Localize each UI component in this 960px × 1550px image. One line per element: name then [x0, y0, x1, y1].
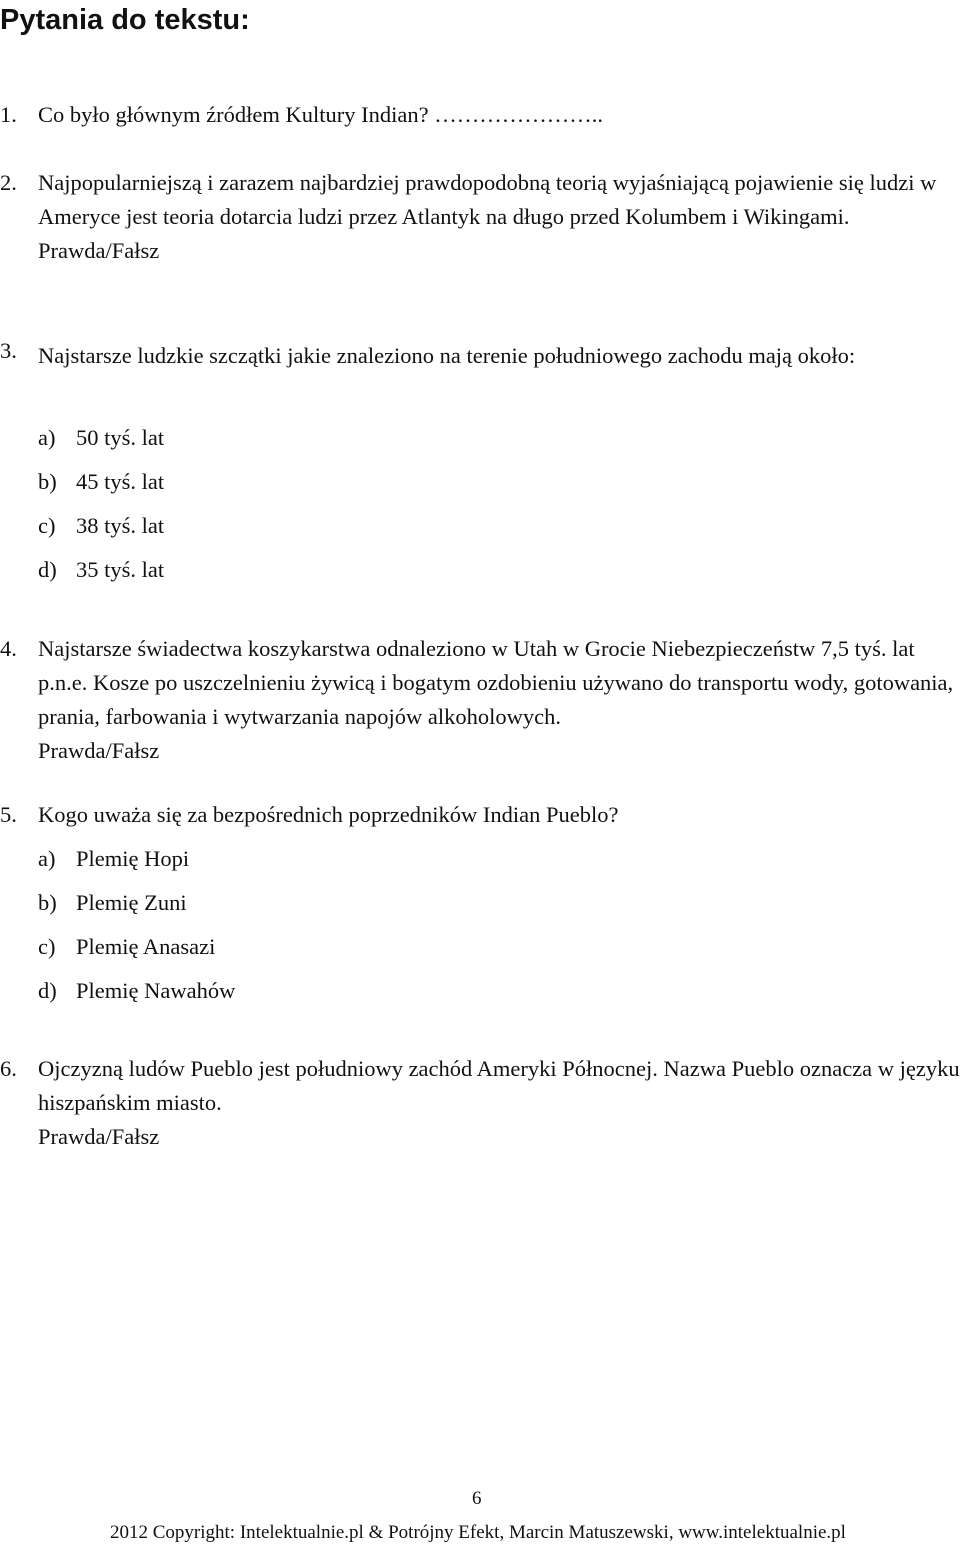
question-2 — [0, 166, 960, 268]
answer-true-false: Prawda/Fałsz — [38, 738, 160, 763]
page-title: Pytania do tekstu: — [0, 4, 250, 36]
question-3 — [0, 334, 960, 378]
question-number: 1. — [0, 102, 17, 127]
question-1 — [0, 98, 960, 132]
question-text: Ojczyzną ludów Pueblo jest południowy zachód Ameryki Północnej. Nazwa Pueblo oznacza w języku hiszpańskim miasto. — [38, 1056, 960, 1115]
question-text: Najpopularniejszą i zarazem najbardziej prawdopodobną teorią wyjaśniającą pojawienie się ludzi w Ameryce jest teoria dotarcia ludzi przez Atlantyk na długo przed Kolumbem i Wikingami. — [38, 170, 937, 229]
question-6 — [0, 1052, 960, 1154]
question-5 — [0, 798, 960, 832]
question-number: 5. — [0, 802, 17, 827]
question-number: 3. — [0, 338, 17, 363]
answer-option: d) 35 tyś. lat — [38, 557, 165, 582]
answer-option: a) Plemię Hopi — [38, 846, 190, 871]
question-4 — [0, 632, 960, 768]
question-number: 6. — [0, 1056, 17, 1081]
answer-option: b) Plemię Zuni — [38, 890, 187, 915]
question-number: 2. — [0, 170, 17, 195]
answer-option: c) 38 tyś. lat — [38, 513, 165, 538]
question-text: Najstarsze ludzkie szczątki jakie znaleziono na terenie południowego zachodu mają około: — [38, 343, 856, 368]
answer-option: d) Plemię Nawahów — [38, 978, 236, 1003]
answer-true-false: Prawda/Fałsz — [38, 1124, 160, 1149]
question-number: 4. — [0, 636, 17, 661]
question-text: Kogo uważa się za bezpośrednich poprzedników Indian Pueblo? — [38, 802, 619, 827]
question-text: Najstarsze świadectwa koszykarstwa odnaleziono w Utah w Grocie Niebezpieczeństw 7,5 tyś. lat p.n.e. Kosze po uszczelnieniu żywicą i bogatym ozdobieniu używano do transportu wody, gotowania, prania, farbowania i wytwarzania napojów alkoholowych. — [38, 636, 954, 729]
answer-option: c) Plemię Anasazi — [38, 934, 216, 959]
page-number: 6 — [472, 1488, 482, 1509]
question-text: Co było głównym źródłem Kultury Indian? ………………….. — [38, 102, 603, 127]
answer-true-false: Prawda/Fałsz — [38, 238, 160, 263]
footer-copyright: 2012 Copyright: Intelektualnie.pl & Potrójny Efekt, Marcin Matuszewski, www.intelektualnie.pl — [110, 1522, 846, 1543]
answer-option: b) 45 tyś. lat — [38, 469, 165, 494]
answer-option: a) 50 tyś. lat — [38, 425, 165, 450]
